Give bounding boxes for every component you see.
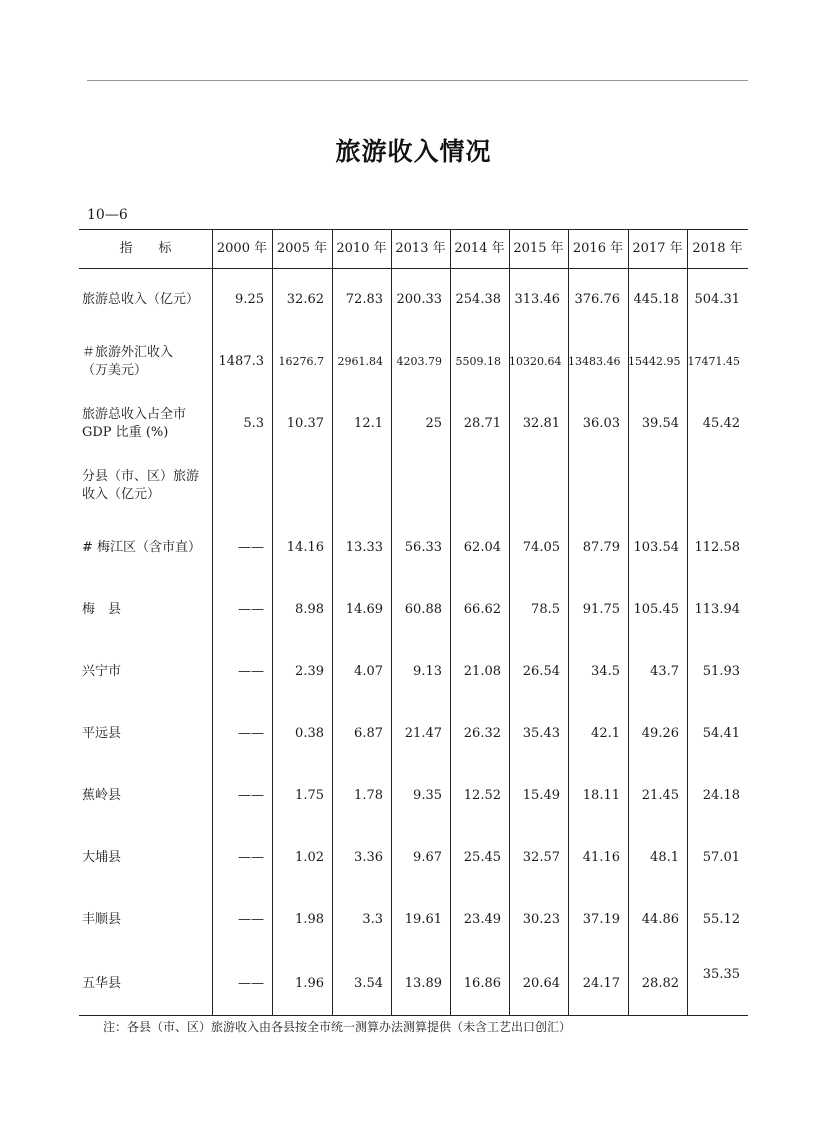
table-cell: 49.26 <box>641 726 679 741</box>
table-cell: 26.54 <box>522 664 560 679</box>
table-cell: 14.69 <box>345 602 383 617</box>
table-cell: 35.43 <box>522 726 560 741</box>
table-cell: 6.87 <box>354 726 383 741</box>
header-rule <box>79 268 748 269</box>
table-cell: 3.54 <box>354 976 383 991</box>
table-cell: 15442.95 <box>628 355 681 368</box>
row-label <box>82 663 121 681</box>
table-cell: —— <box>238 976 264 991</box>
table-cell: 3.36 <box>354 850 383 865</box>
table-cell: 4203.79 <box>396 355 442 368</box>
table-cell: 19.61 <box>404 912 442 927</box>
table-cell: 3.3 <box>362 912 383 927</box>
table-cell: 54.41 <box>702 726 740 741</box>
table-cell: —— <box>238 850 264 865</box>
table-cell: 45.42 <box>702 416 740 431</box>
table-cell: 9.13 <box>413 664 442 679</box>
table-cell: 56.33 <box>404 540 442 555</box>
table-cell: 9.35 <box>413 788 442 803</box>
row-label-line: 平远县 <box>82 726 122 741</box>
table-cell: 43.7 <box>650 664 679 679</box>
table-cell: 24.18 <box>702 788 740 803</box>
table-cell: —— <box>238 664 264 679</box>
table-cell: 13483.46 <box>568 355 621 368</box>
header-indicator: 指 标 <box>119 241 172 256</box>
header-year: 2016 年 <box>572 241 624 256</box>
table-cell: —— <box>238 788 264 803</box>
table-cell: —— <box>238 540 264 555</box>
table-cell: 21.47 <box>404 726 442 741</box>
header-year: 2005 年 <box>276 241 328 256</box>
table-cell: 12.1 <box>354 416 383 431</box>
table-cell: 504.31 <box>694 292 740 307</box>
table-cell: 200.33 <box>396 292 442 307</box>
table-cell: 15.49 <box>522 788 560 803</box>
table-cell: 313.46 <box>514 292 560 307</box>
table-cell: 28.82 <box>641 976 679 991</box>
table-cell: 48.1 <box>650 850 679 865</box>
table-cell: 55.12 <box>702 912 740 927</box>
header-year: 2018 年 <box>692 241 743 256</box>
row-label-line: 分县（市、区）旅游 <box>82 469 200 484</box>
table-cell: 28.71 <box>463 416 501 431</box>
row-label-line: 旅游总收入（亿元） <box>82 292 200 307</box>
table-cell: 26.32 <box>463 726 501 741</box>
row-label-line: 丰顺县 <box>82 912 122 927</box>
table-cell: 87.79 <box>582 540 620 555</box>
table-cell: 60.88 <box>404 602 442 617</box>
row-label-line: # 梅江区（含市直） <box>82 540 202 555</box>
table-cell: 254.38 <box>455 292 501 307</box>
table-cell: 5509.18 <box>455 355 501 368</box>
table-cell: 1.96 <box>295 976 324 991</box>
table-cell: 25 <box>425 416 442 431</box>
table-cell: 18.11 <box>582 788 620 803</box>
table-cell: 113.94 <box>694 602 740 617</box>
table-cell: 2.39 <box>295 664 324 679</box>
row-label <box>82 468 199 504</box>
table-cell: 9.25 <box>235 292 264 307</box>
page-title: 旅游收入情况 <box>335 137 492 166</box>
table-cell: 16276.7 <box>278 355 324 368</box>
table-cell: 8.98 <box>295 602 324 617</box>
table-cell: 39.54 <box>641 416 679 431</box>
table-cell: 36.03 <box>582 416 620 431</box>
table-cell: 34.5 <box>591 664 620 679</box>
table-cell: 445.18 <box>633 292 679 307</box>
row-label-line: 兴宁市 <box>82 664 122 679</box>
table-cell: 1487.3 <box>218 354 264 369</box>
column-divider <box>568 230 569 1015</box>
table-cell: 44.86 <box>641 912 679 927</box>
header-year: 2000 年 <box>216 241 268 256</box>
row-label <box>82 291 199 309</box>
table-cell: 13.89 <box>404 976 442 991</box>
data-table <box>79 229 748 1016</box>
row-label <box>82 406 186 442</box>
table-cell: 5.3 <box>243 416 264 431</box>
row-label <box>82 344 173 380</box>
table-cell: 25.45 <box>463 850 501 865</box>
row-label-line: ＃旅游外汇收入 <box>82 345 174 360</box>
table-cell: 74.05 <box>522 540 560 555</box>
table-cell: 10320.64 <box>509 355 562 368</box>
table-cell: 57.01 <box>702 850 740 865</box>
header-year: 2015 年 <box>513 241 564 256</box>
table-cell: 376.76 <box>574 292 620 307</box>
table-cell: 105.45 <box>633 602 679 617</box>
row-label <box>82 601 121 619</box>
table-cell: —— <box>238 726 264 741</box>
table-cell: 78.5 <box>531 602 560 617</box>
column-divider <box>687 230 688 1015</box>
column-divider <box>391 230 392 1015</box>
table-cell: 42.1 <box>591 726 620 741</box>
table-cell: 1.75 <box>295 788 324 803</box>
row-label <box>82 787 121 805</box>
table-cell: 51.93 <box>702 664 740 679</box>
table-cell: 10.37 <box>286 416 324 431</box>
column-divider <box>212 230 213 1015</box>
column-divider <box>628 230 629 1015</box>
table-cell: 24.17 <box>582 976 620 991</box>
table-cell: 12.52 <box>463 788 501 803</box>
table-cell: 9.67 <box>413 850 442 865</box>
table-cell: 30.23 <box>522 912 560 927</box>
row-label-line: GDP 比重 (%) <box>82 425 169 440</box>
table-cell: 1.78 <box>354 788 383 803</box>
table-cell: 112.58 <box>694 540 740 555</box>
table-cell: 20.64 <box>522 976 560 991</box>
table-cell: 41.16 <box>582 850 620 865</box>
table-cell: 91.75 <box>582 602 620 617</box>
table-number: 10—6 <box>87 207 128 223</box>
table-cell: 37.19 <box>582 912 620 927</box>
row-label <box>82 975 121 993</box>
table-cell: 21.45 <box>641 788 679 803</box>
row-label-line: 旅游总收入占全市 <box>82 407 187 422</box>
row-label <box>82 849 121 867</box>
row-label-line: 五华县 <box>82 976 122 991</box>
table-cell: 32.81 <box>522 416 560 431</box>
table-cell: 16.86 <box>463 976 501 991</box>
table-cell: 2961.84 <box>337 355 383 368</box>
row-label <box>82 911 121 929</box>
column-divider <box>450 230 451 1015</box>
table-cell: 13.33 <box>345 540 383 555</box>
table-cell: 35.35 <box>702 967 740 982</box>
table-cell: 17471.45 <box>687 355 740 368</box>
table-cell: 72.83 <box>345 292 383 307</box>
header-year: 2010 年 <box>336 241 387 256</box>
table-cell: 1.98 <box>295 912 324 927</box>
table-cell: 21.08 <box>463 664 501 679</box>
footnote: 注：各县（市、区）旅游收入由各县按全市统一测算办法测算提供（未含工艺出口创汇） <box>103 1020 572 1034</box>
table-cell: —— <box>238 912 264 927</box>
table-cell: 32.57 <box>522 850 560 865</box>
table-cell: —— <box>238 602 264 617</box>
column-divider <box>509 230 510 1015</box>
table-cell: 23.49 <box>463 912 501 927</box>
row-label <box>82 539 201 557</box>
table-cell: 0.38 <box>295 726 324 741</box>
column-divider <box>272 230 273 1015</box>
table-cell: 62.04 <box>463 540 501 555</box>
top-rule <box>87 80 748 81</box>
header-year: 2014 年 <box>454 241 505 256</box>
header-year: 2017 年 <box>632 241 683 256</box>
table-cell: 103.54 <box>633 540 679 555</box>
table-cell: 1.02 <box>295 850 324 865</box>
header-year: 2013 年 <box>395 241 446 256</box>
row-label-line: 梅 县 <box>82 602 122 617</box>
row-label <box>82 725 121 743</box>
table-cell: 4.07 <box>354 664 383 679</box>
row-label-line: 收入（亿元） <box>82 487 161 502</box>
table-cell: 32.62 <box>286 292 324 307</box>
column-divider <box>332 230 333 1015</box>
table-cell: 66.62 <box>463 602 501 617</box>
row-label-line: （万美元） <box>82 363 148 378</box>
row-label-line: 大埔县 <box>82 850 122 865</box>
row-label-line: 蕉岭县 <box>82 788 122 803</box>
table-cell: 14.16 <box>286 540 324 555</box>
